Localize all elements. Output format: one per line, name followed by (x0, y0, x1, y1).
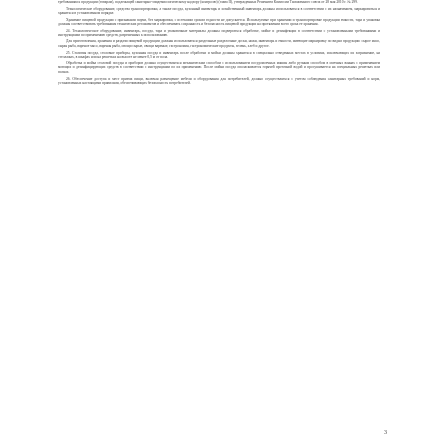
paragraph-26: 26. Обеспечение доступа и мест приема пищи, включая размещение мебели и оборудования для потребителей, должно осуществляться с учетом соблюдения санитарных требований и норм, установленных настоящими правилами, обеспечивающих безопасность потребителей. (58, 76, 380, 86)
paragraph-24: 24. Технологическое оборудование, инвентарь, посуда, тара и упаковочные материалы должны подвергаться обработке, мойке и дезинфекции в соответствии с установленными требованиями и инструкциями по применению средств, разрешенных к использованию. (58, 29, 380, 38)
paragraph-25: 25. Столовая посуда, столовые приборы, кухонная посуда и инвентарь после обработки и мойки должны храниться в специально отведенных местах в условиях, исключающих их загрязнение, на стеллажах, в шкафах или на решетках на высоте не менее 0,5 м от пола. (58, 50, 380, 60)
paragraph-continuation: требованиям к продукции (товарам), подлежащей санитарно-эпидемиологическому надзору (контролю) (глава II), утвержденных Решением Комиссии Таможенного союза от 28 мая 2010 г. № 299. (58, 0, 358, 4)
paragraph-cutting-boards: Для приготовления, хранения и раздачи пищевой продукции должны использоваться раздельные разделочные доски, ножи, инвентарь и емкости, имеющие маркировку по видам продукции: сырое мясо, сырая рыба, вареное мясо, вареная рыба, овощи сырые, овощи вареные, гастрономия, гастрономические продукты, зелень, хлеб и другое. (58, 39, 380, 48)
page-number: 3 (384, 430, 387, 436)
body-text (58, 0, 380, 85)
paragraph-dishwashing: Обработка и мойка столовой посуды и приборов должна осуществляться механическим способом с использованием посудомоечных машин либо ручным способом в моечных ваннах с применением моющих и дезинфицирующих средств в соответствии с инструкциями по их применению. После мойки посуда ополаскивается горячей проточной водой и просушивается на специальных решетках или полках. (58, 61, 380, 74)
paragraph-storage: Хранение пищевой продукции с признаками порчи, без маркировки, с истекшим сроком годности не допускается. Используемые при хранении и транспортировке продукции емкости, тара и упаковка должны соответствовать требованиям технических регламентов и обеспечивать сохранность и безопасность пищевой продукции на протяжении всего срока ее хранения. (58, 17, 380, 26)
paragraph-equipment-use: Технологическое оборудование, средства транспортировки, а также посуда, кухонный инвентарь и хозяйственный инвентарь должны использоваться в соответствии с их назначением, маркироваться и храниться в установленном порядке. (58, 7, 380, 16)
